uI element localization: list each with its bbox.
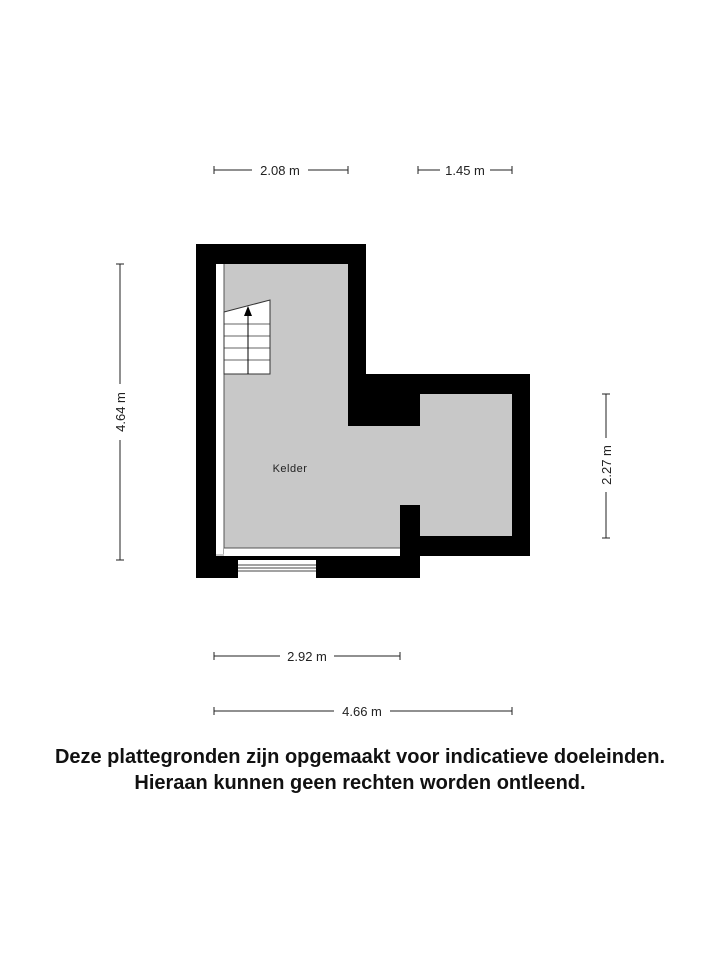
staircase — [224, 300, 270, 374]
dimension-bottom-total — [214, 704, 512, 719]
window — [238, 560, 316, 578]
left-inner-strip — [216, 264, 224, 554]
room-label: Kelder — [272, 463, 308, 475]
dim-label-bottom-total: 4.66 m — [342, 704, 382, 719]
bottom-threshold — [224, 548, 400, 556]
dimension-top-left — [214, 163, 348, 178]
dimension-left — [113, 264, 128, 560]
dim-label-left: 4.64 m — [113, 392, 128, 432]
dimension-right — [599, 394, 614, 538]
disclaimer-line-2: Hieraan kunnen geen rechten worden ontleend. — [134, 772, 586, 794]
dim-label-top-left: 2.08 m — [260, 163, 300, 178]
dim-label-right: 2.27 m — [599, 445, 614, 485]
inner-wall-segment-top — [400, 374, 420, 408]
disclaimer-line-1: Deze plattegronden zijn opgemaakt voor indicatieve doeleinden. — [54, 746, 666, 768]
dimension-bottom-inner — [214, 649, 400, 664]
dim-label-bottom-inner: 2.92 m — [287, 649, 327, 664]
dimension-top-right — [418, 163, 512, 178]
dim-label-top-right: 1.45 m — [445, 163, 485, 178]
